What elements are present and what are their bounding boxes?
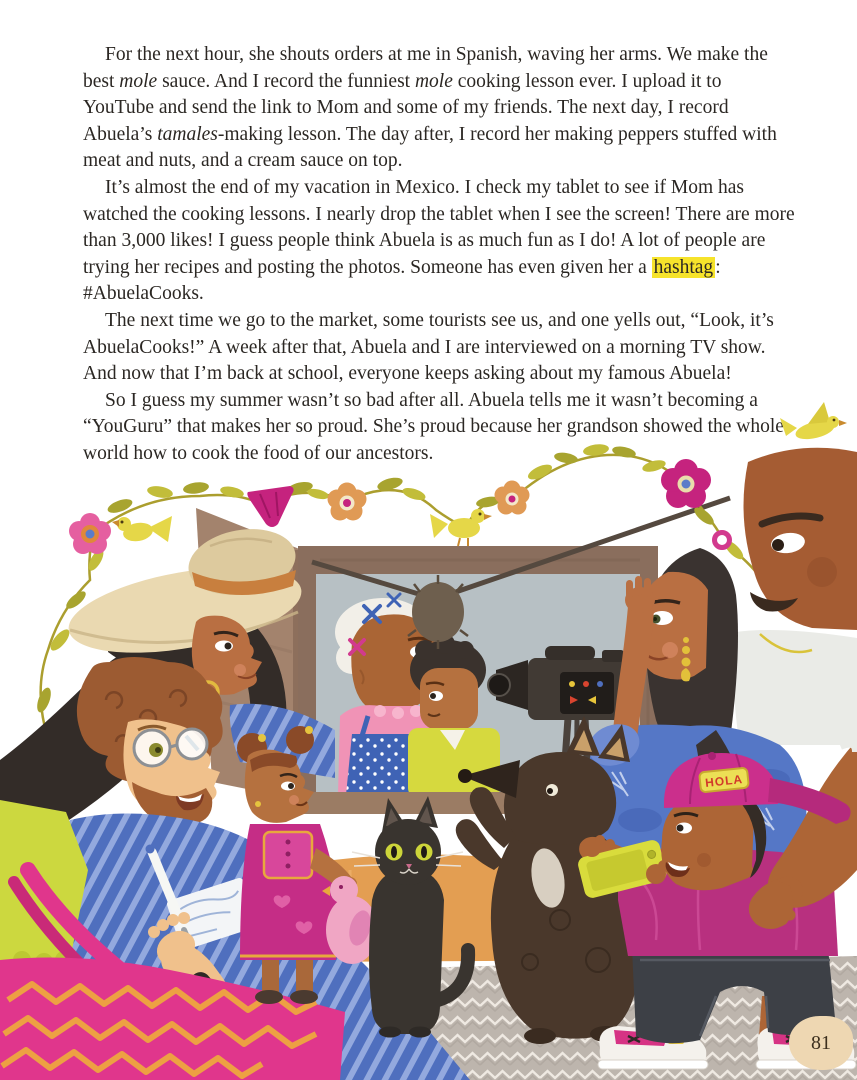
text-run: So I guess my summer wasn’t so bad after all. Abuela tells me it wasn’t becoming a “YouGuru” that makes her so proud. She’s proud because her grandson showed the whole world how to cook the food of our ancestors. <box>83 389 784 464</box>
cap-label: HOLA <box>704 772 744 790</box>
tall-man-figure <box>734 448 857 745</box>
story-paragraph <box>83 42 795 175</box>
orange-flower-icon <box>328 483 367 521</box>
text-run: mole <box>119 70 158 92</box>
text-run: tamales <box>157 123 218 145</box>
story-paragraph <box>83 175 795 308</box>
text-run: For the next hour, she shouts orders at me in Spanish, waving her arms. We make the best <box>83 44 768 92</box>
highlighted-word: hashtag <box>653 256 714 278</box>
illustration <box>0 400 857 1080</box>
text-run: : #AbuelaCooks. <box>83 256 721 305</box>
page-number: 81 <box>811 1031 831 1054</box>
magenta-flower-icon <box>661 459 711 508</box>
story-paragraph <box>83 308 795 388</box>
flying-bird-icon <box>780 402 847 443</box>
orange-flower-icon <box>495 481 530 515</box>
text-run: It’s almost the end of my vacation in Mexico. I check my tablet to see if Mom has watched the cooking lessons. I nearly drop the tablet when I see the screen! There are more than 3,000 likes! I guess people think Abuela is as much fun as I do! A lot of people are trying her recipes and posting the photos. Someone has even given her a <box>83 176 795 278</box>
text-run: sauce. And I record the funniest <box>157 70 415 92</box>
page-number-badge <box>789 1016 853 1070</box>
perched-bird-icon <box>112 516 172 543</box>
trumpet-flower-icon <box>247 486 293 527</box>
text-run: -making lesson. The day after, I record her making peppers stuffed with meat and nuts, and a cream sauce on top. <box>83 123 777 172</box>
perched-bird-icon <box>430 509 492 546</box>
ring-flower-icon <box>715 533 730 548</box>
text-run: cooking lesson ever. I upload it to YouTube and send the link to Mom and some of my friends. The next day, I record Abuela’s <box>83 70 729 145</box>
text-run: mole <box>414 70 453 92</box>
pink-flower-icon <box>69 513 111 554</box>
text-run: The next time we go to the market, some tourists see us, and one yells out, “Look, it’s AbuelaCooks!” A week after that, Abuela and I are interviewed on a morning TV show. And now that I’m back at school, everyone keeps asking about my famous Abuela! <box>83 309 774 385</box>
